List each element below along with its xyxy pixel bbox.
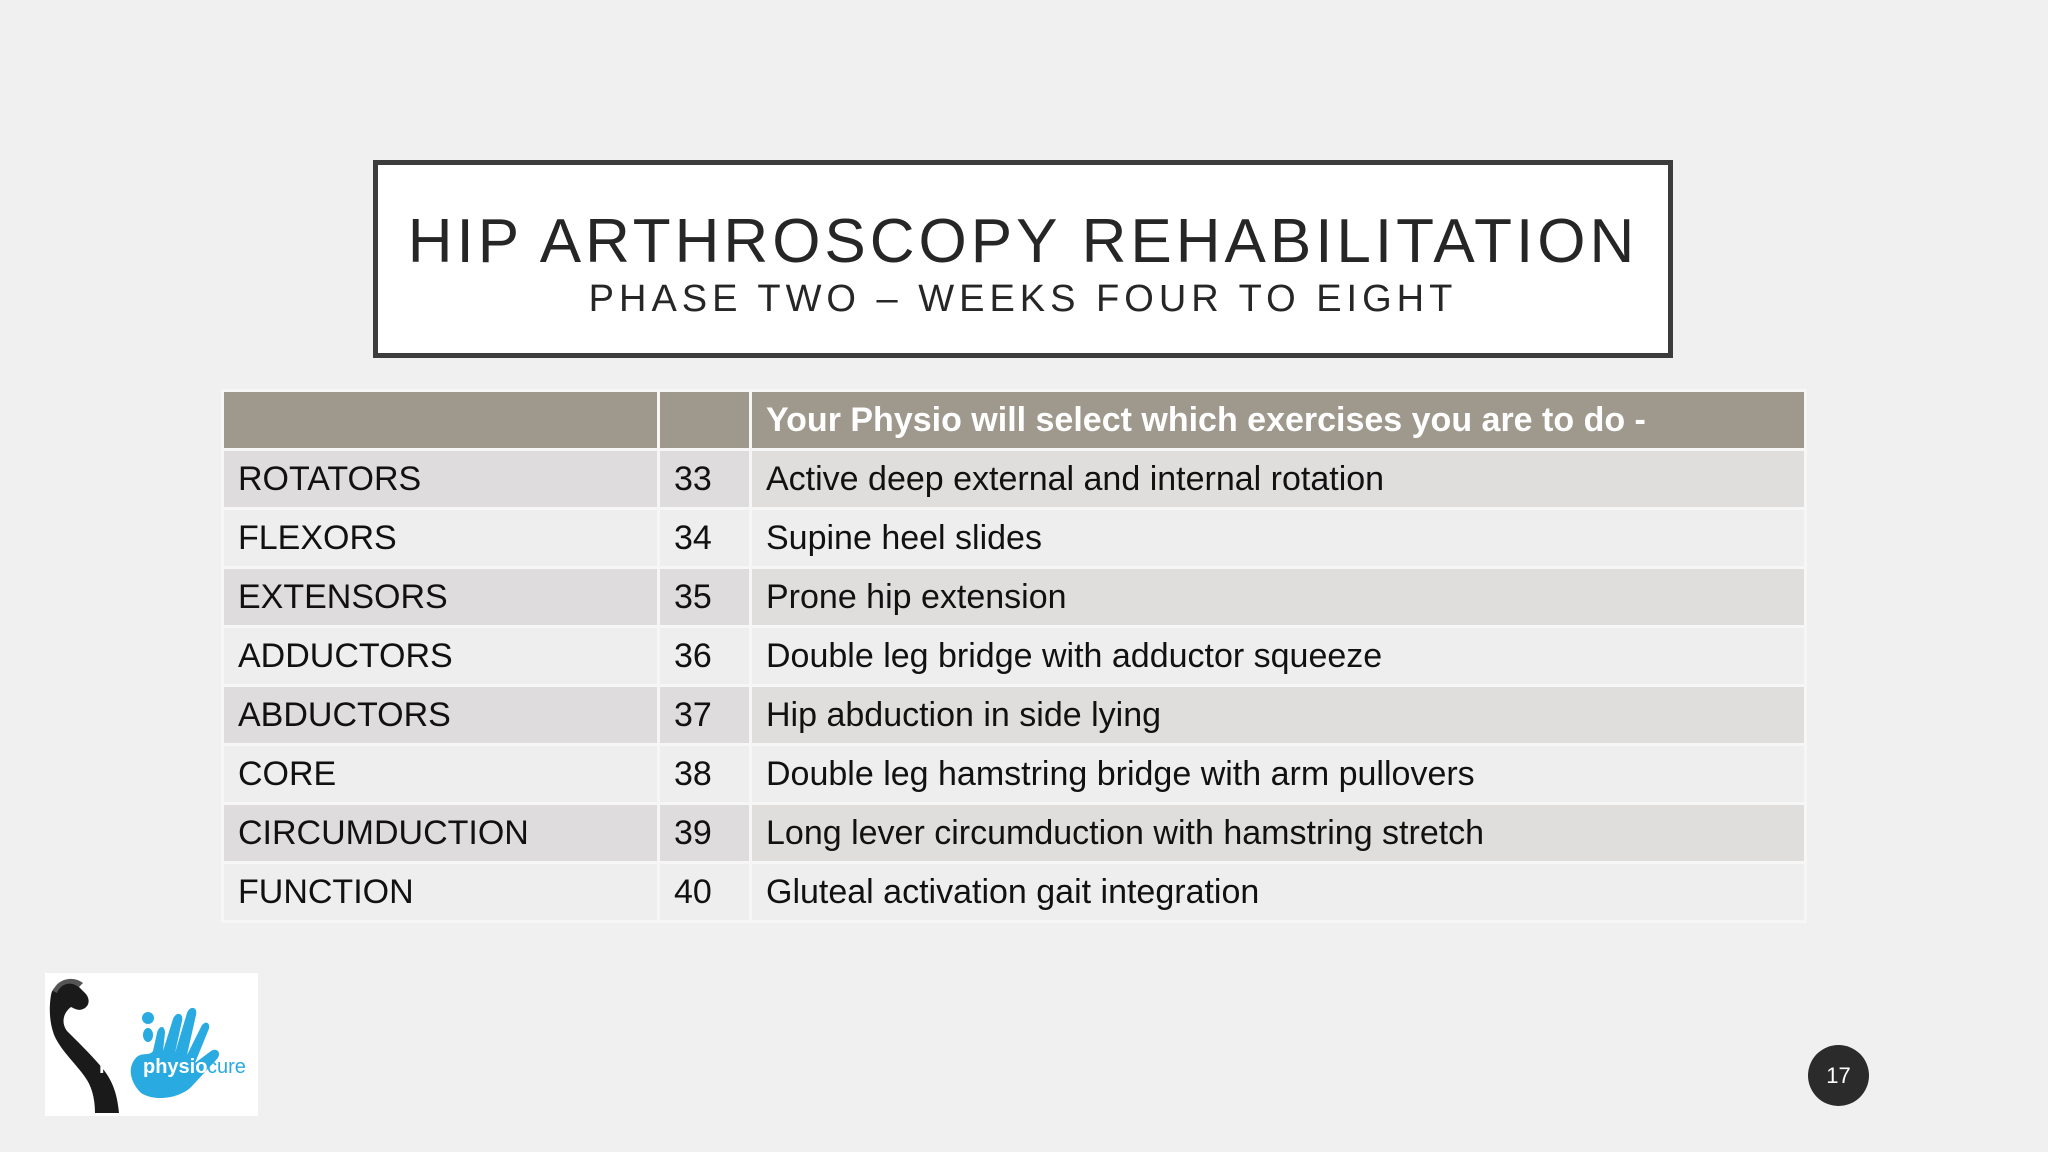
logo-word-cure: cure: [207, 1056, 246, 1078]
table-header-row: [223, 391, 1806, 450]
cell-number: 38: [659, 745, 751, 804]
cell-group: FLEXORS: [223, 509, 659, 568]
cell-number: 35: [659, 568, 751, 627]
table-row: [223, 450, 1806, 509]
cell-exercise: Prone hip extension: [751, 568, 1806, 627]
header-cell-number: [659, 391, 751, 450]
cell-exercise: Supine heel slides: [751, 509, 1806, 568]
slide-title: HIP ARTHROSCOPY REHABILITATION: [407, 207, 1639, 276]
cell-number: 36: [659, 627, 751, 686]
cell-number: 40: [659, 863, 751, 922]
cell-group: ROTATORS: [223, 450, 659, 509]
cell-number: 37: [659, 686, 751, 745]
cell-exercise: Double leg hamstring bridge with arm pullovers: [751, 745, 1806, 804]
table-row: [223, 863, 1806, 922]
header-cell-exercise: Your Physio will select which exercises you are to do -: [751, 391, 1806, 450]
cell-number: 34: [659, 509, 751, 568]
cell-number: 39: [659, 804, 751, 863]
cell-group: EXTENSORS: [223, 568, 659, 627]
header-cell-group: [223, 391, 659, 450]
title-box: [373, 160, 1673, 358]
cell-exercise: Long lever circumduction with hamstring stretch: [751, 804, 1806, 863]
cell-group: FUNCTION: [223, 863, 659, 922]
slide-subtitle: PHASE TWO – WEEKS FOUR TO EIGHT: [588, 278, 1458, 320]
table-row: [223, 509, 1806, 568]
cell-group: ABDUCTORS: [223, 686, 659, 745]
cell-group: ADDUCTORS: [223, 627, 659, 686]
logo-word-physio: physio: [143, 1056, 208, 1078]
table-row: [223, 745, 1806, 804]
cell-exercise: Hip abduction in side lying: [751, 686, 1806, 745]
cell-exercise: Gluteal activation gait integration: [751, 863, 1806, 922]
exercise-table: [221, 389, 1807, 923]
logo-word-hip: hip: [99, 1056, 129, 1078]
hip-physio-cure-logo: [45, 973, 258, 1116]
table-row: [223, 627, 1806, 686]
cell-number: 33: [659, 450, 751, 509]
cell-exercise: Active deep external and internal rotation: [751, 450, 1806, 509]
cell-exercise: Double leg bridge with adductor squeeze: [751, 627, 1806, 686]
table-row: [223, 568, 1806, 627]
cell-group: CORE: [223, 745, 659, 804]
table-row: [223, 686, 1806, 745]
hand-and-femur-logo-icon: [45, 973, 258, 1116]
cell-group: CIRCUMDUCTION: [223, 804, 659, 863]
page-number-badge: 17: [1808, 1045, 1869, 1106]
table-row: [223, 804, 1806, 863]
